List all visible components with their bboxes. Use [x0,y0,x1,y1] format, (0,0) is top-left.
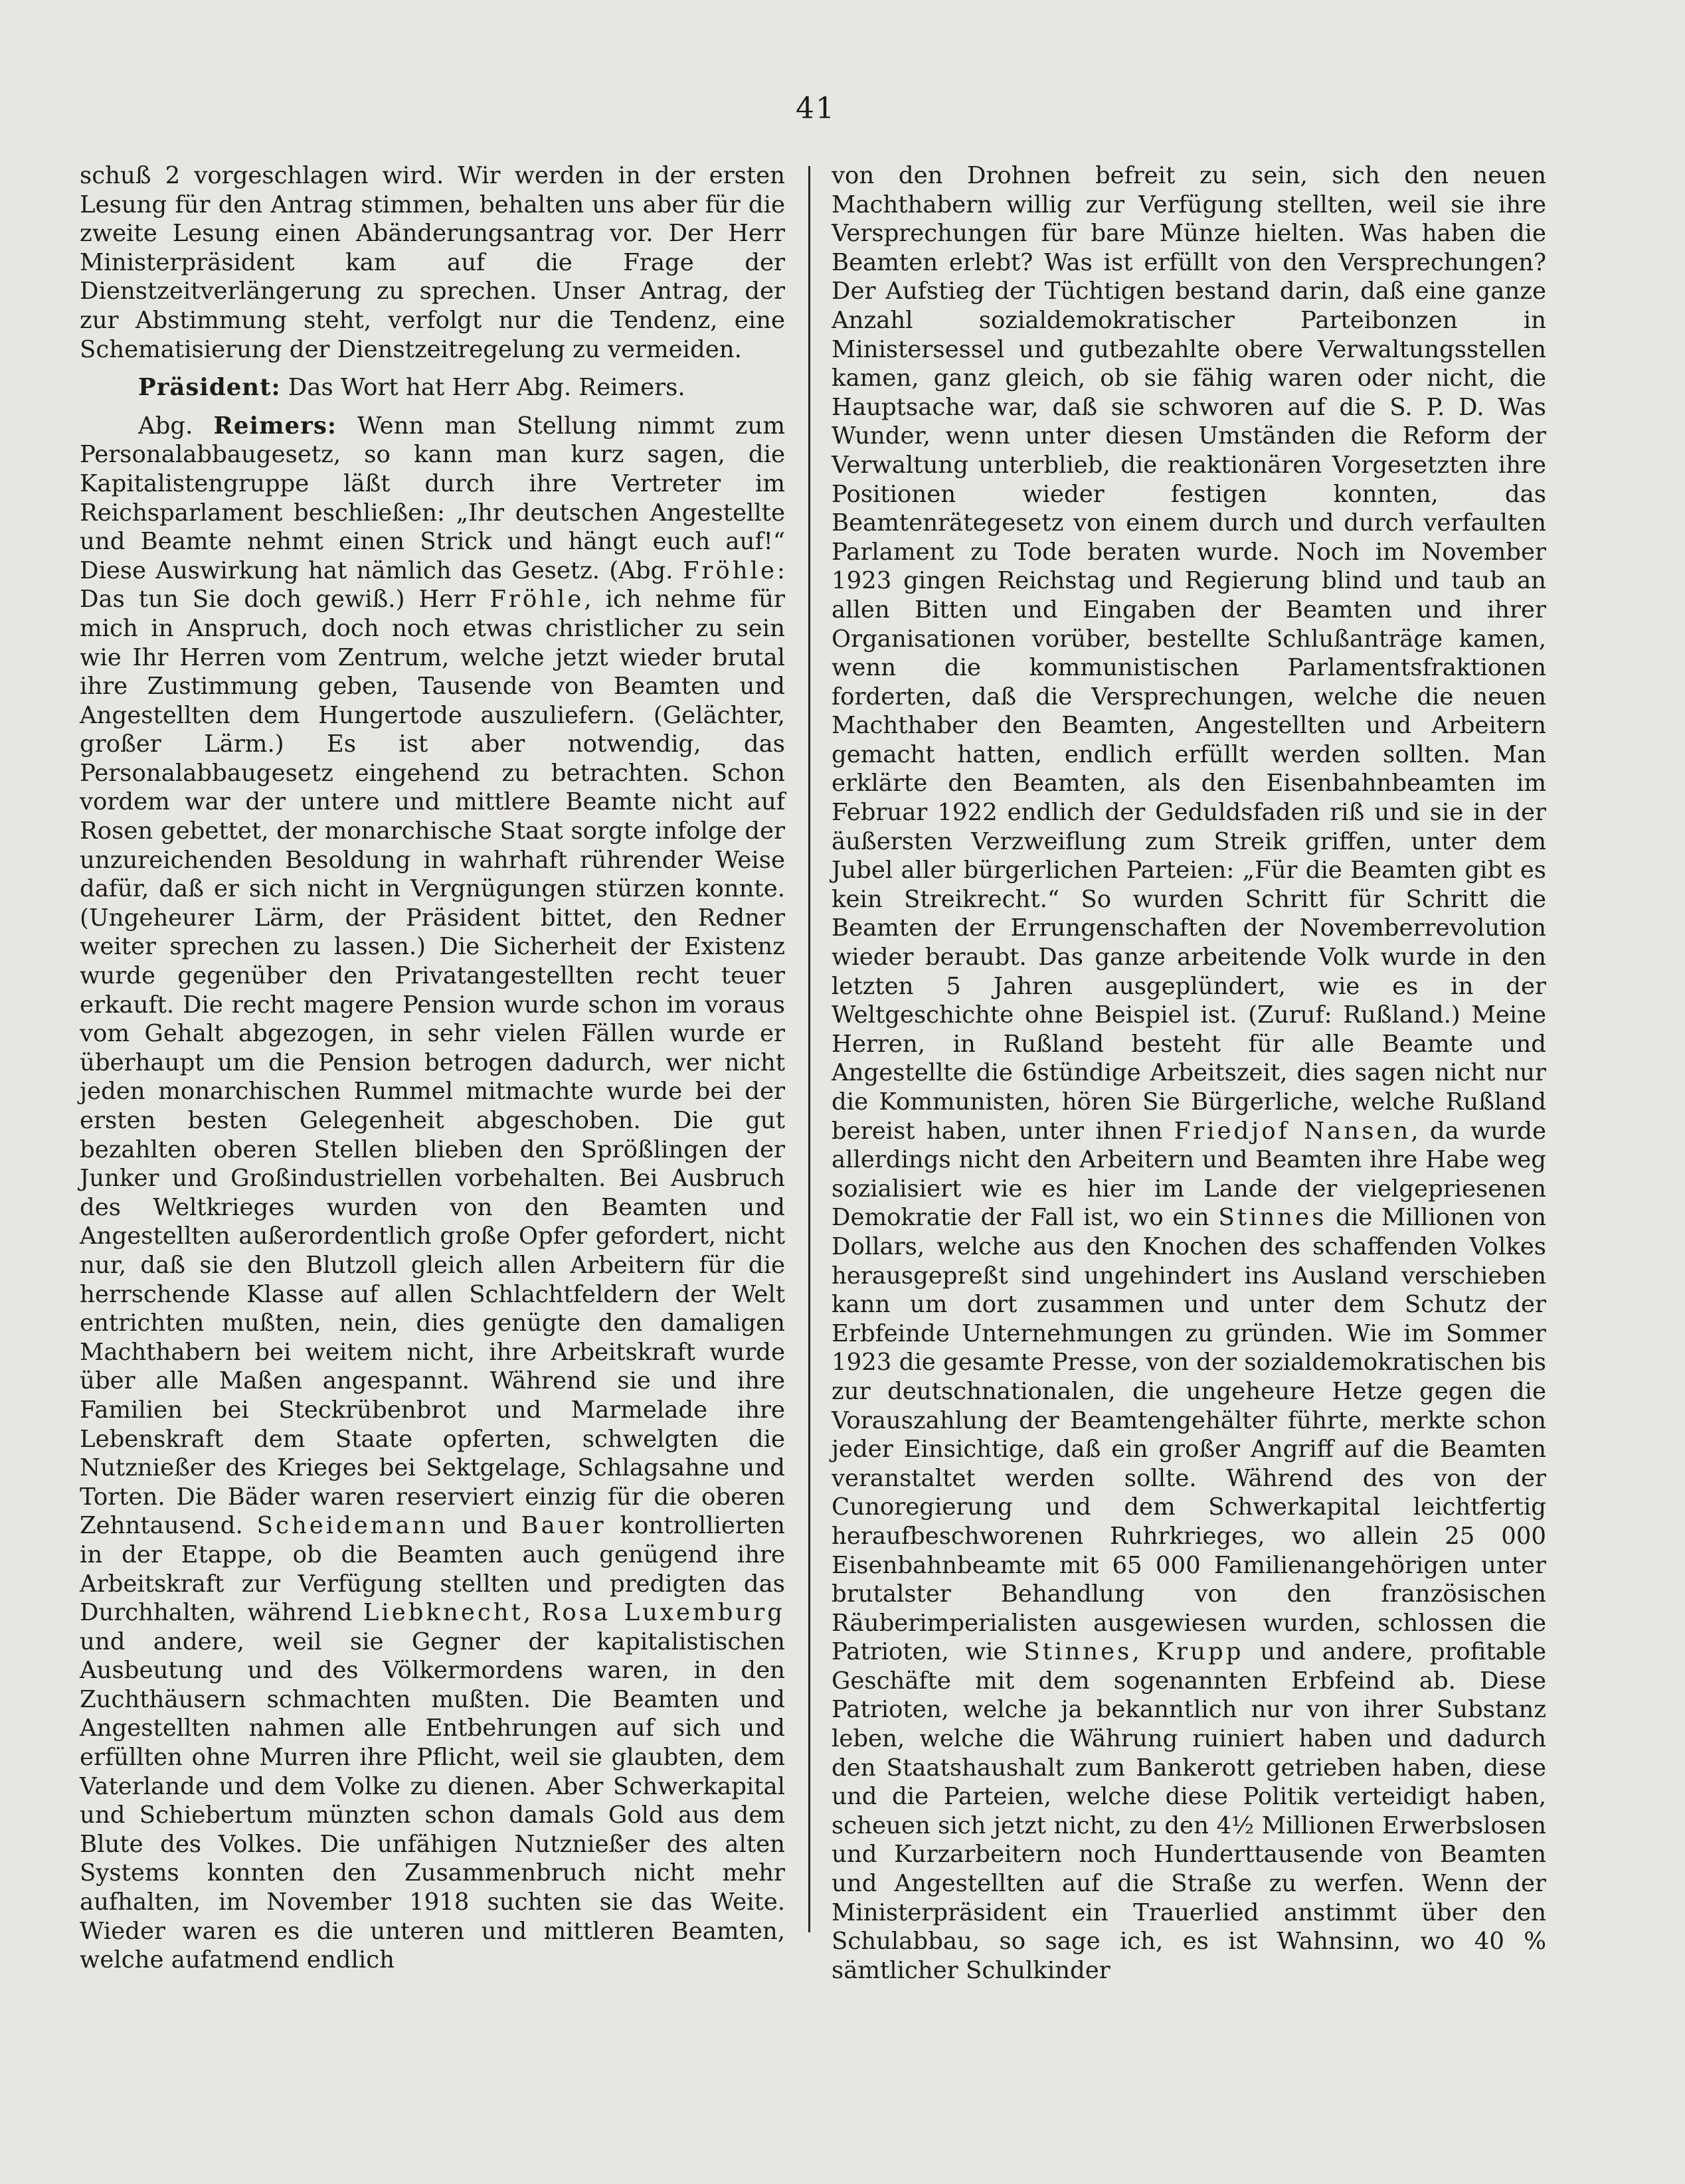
spaced-name: Liebknecht [363,1599,523,1627]
paragraph-text: und andere, profitable Geschäfte mit dem sogenannten Erbfeind ab. Diese Patrioten, welche ja bekanntlich nur von ihrer Substanz leben, welche die Währung ruiniert haben und dadurch den Staatshaushalt zum Bankerott getrieben haben, diese und die Parteien, welche diese Politik verteidigt haben, scheuen sich jetzt nicht, zu den 4½ Millionen Erwerbslosen und Kurzarbeitern noch Hunderttausende von Beamten und Angestellten auf die Straße zu werfen. Wenn der Ministerpräsident ein Trauerlied anstimmt über den Schulabbau, so sage ich, es ist Wahnsinn, wo 40 % sämtlicher Schulkinder [832,1638,1546,1984]
spaced-name: Fröhle [682,556,778,584]
paragraph-text: : Das tun Sie doch gewiß.) Herr [80,556,785,614]
paragraph-continued [832,161,1546,1985]
spaced-name: Rosa Luxemburg [541,1599,785,1627]
spaced-name: Bauer [521,1512,606,1540]
spaced-name: Stinnes [1023,1638,1132,1666]
paragraph-text: und andere, weil sie Gegner der kapitalistischen Ausbeutung und des Völkermordens waren, in den Zuchthäusern schmachten mußten. Die Beamten und Angestellten nahmen alle Entbehrungen auf sich und erfüllten ohne Murren ihre Pflicht, weil sie glaubten, dem Vaterlande und dem Volke zu dienen. Aber Schwerkapital und Schiebertum münzten schon damals Gold aus dem Blute des Volkes. Die unfähigen Nutznießer des alten Systems konnten den Zusammenbruch nicht mehr aufhalten, im November 1918 suchten sie das Weite. Wieder waren es die unteren und mittleren Beamten, welche aufatmend endlich [80,1628,785,1974]
paragraph-text: , [523,1599,542,1627]
paragraph-text: , ich nehme für mich in Anspruch, doch noch etwas christlicher zu sein wie Ihr Herren vom Zentrum, welche jetzt wieder brutal ihre Zustimmung geben, Tausende von Beamten und Angestellten dem Hungertode auszuliefern. (Gelächter, großer Lärm.) Es ist aber notwendig, das Personalabbaugesetz eingehend zu betrachten. Schon vordem war der untere und mittlere Beamte nicht auf Rosen gebettet, der monarchische Staat sorgte infolge der unzureichenden Besoldung in wahrhaft rührender Weise dafür, daß er sich nicht in Vergnügungen stürzen konnte. (Ungeheurer Lärm, der Präsident bittet, den Redner weiter sprechen zu lassen.) Die Sicherheit der Existenz wurde gegenüber den Privatangestellten recht teuer erkauft. Die recht magere Pension wurde schon im voraus vom Gehalt abgezogen, in sehr vielen Fällen wurde er überhaupt um die Pension betrogen dadurch, wer nicht jeden monarchischen Rummel mitmachte wurde bei der ersten besten Gelegenheit abgeschoben. Die gut bezahlten oberen Stellen blieben den Sprößlingen der Junker und Großindustriellen vorbehalten. Bei Ausbruch des Weltkrieges wurden von den Beamten und Angestellten außerordentlich große Opfer gefordert, nicht nur, daß sie den Blutzoll gleich allen Arbeitern für die herrschende Klasse auf allen Schlachtfeldern der Welt entrichten mußten, nein, dies genügte den damaligen Machthabern bei weitem nicht, ihre Arbeitskraft wurde über alle Maßen angespannt. Während sie und ihre Familien bei Steckrübenbrot und Marmelade ihre Lebenskraft dem Staate opferten, schwelgten die Nutznießer des Krieges bei Sektgelage, Schlagsahne und Torten. Die Bäder waren reserviert einzig für die oberen Zehntausend. [80,586,785,1540]
paragraph: schuß 2 vorgeschlagen wird. Wir werden in der ersten Lesung für den Antrag stimmen, behalten uns aber für die zweite Lesung einen Abänderungsantrag vor. Der Herr Ministerpräsident kam auf die Frage der Dienstzeitverlängerung zu sprechen. Unser Antrag, der zur Abstimmung steht, verfolgt nur die Tendenz, eine Schematisierung der Dienstzeitregelung zu vermeiden. [80,162,785,363]
spaced-name: Friedjof Nansen [1174,1117,1411,1145]
page-number: 41 [796,92,836,126]
paragraph-text: und [448,1512,521,1540]
paragraph-text: kontrollierten in der Etappe, ob die Beamten auch genügend ihre Arbeitskraft zur Verfügung stellten und predigten das Durchhalten, während [80,1512,785,1627]
speaker-name: Präsident: [138,374,281,402]
spaced-name: Scheidemann [256,1512,448,1540]
paragraph-president [80,373,785,402]
spaced-name: Stinnes [1218,1204,1327,1232]
column-divider [808,166,810,1932]
spaced-name: Krupp [1156,1638,1244,1666]
speaker-prefix: Abg. [138,412,214,440]
paragraph-text: , [1132,1638,1156,1666]
paragraph-text: von den Drohnen befreit zu sein, sich den neuen Machthabern willig zur Verfügung stellten, weil sie ihre Versprechungen für bare Münze hielten. Was haben die Beamten erlebt? Was ist erfüllt von den Versprechungen? Der Aufstieg der Tüchtigen bestand darin, daß eine ganze Anzahl sozialdemokratischer Parteibonzen in Ministersessel und gutbezahlte obere Verwaltungsstellen kamen, ganz gleich, ob sie fähig waren oder nicht, die Hauptsache war, daß sie schworen auf die S. P. D. Was Wunder, wenn unter diesen Umständen die Reform der Verwaltung unterblieb, die reaktionären Vorgesetzten ihre Positionen wieder festigen konnten, das Beamtenrätegesetz von einem durch und durch verfaulten Parlament zu Tode beraten wurde. Noch im November 1923 gingen Reichstag und Regierung blind und taub an allen Bitten und Eingaben der Beamten und ihrer Organisationen vorüber, bestellte Schlußanträge kamen, wenn die kommunistischen Parlamentsfraktionen forderten, daß die Versprechungen, welche die neuen Machthaber den Beamten, Angestellten und Arbeitern gemacht hatten, endlich erfüllt werden sollten. Man erklärte den Beamten, als den Eisenbahnbeamten im Februar 1922 endlich der Geduldsfaden riß und sie in der äußersten Verzweiflung zum Streik griffen, unter dem Jubel aller bürgerlichen Parteien: „Für die Beamten gibt es kein Streikrecht.“ So wurden Schritt für Schritt die Beamten der Errungenschaften der Novemberrevolution wieder beraubt. Das ganze arbeitende Volk wurde in den letzten 5 Jahren ausgeplündert, wie es in der Weltgeschichte ohne Beispiel ist. (Zuruf: Rußland.) Meine Herren, in Rußland besteht für alle Beamte und Angestellte die 6stündige Arbeitszeit, dies sagen nicht nur die Kommunisten, hören Sie Bürgerliche, welche Rußland bereist haben, unter ihnen [832,162,1546,1145]
paragraph-reimers [80,412,785,1975]
left-column [80,161,785,1975]
paragraph-text: Das Wort hat Herr Abg. Reimers. [280,374,685,402]
paragraph-text: Wenn man Stellung nimmt zum Personalabbaugesetz, so kann man kurz sagen, die Kapitalistengruppe läßt durch ihre Vertreter im Reichsparlament beschließen: „Ihr deutschen Angestellte und Beamte nehmt einen Strick und hängt euch auf!“ Diese Auswirkung hat nämlich das Gesetz. (Abg. [80,412,786,584]
right-column [832,161,1546,1985]
speaker-name: Reimers: [213,412,337,440]
paragraph-text: , da wurde allerdings nicht den Arbeitern und Beamten ihre Habe weg sozialisiert wie es hier im Lande der vielgepriesenen Demokratie der Fall ist, wo ein [832,1117,1546,1232]
paragraph-text: die Millionen von Dollars, welche aus den Knochen des schaffenden Volkes herausgepreßt sind ungehindert ins Ausland verschieben kann um dort zusammen und unter dem Schutz der Erbfeinde Unternehmungen zu gründen. Wie im Sommer 1923 die gesamte Presse, von der sozialdemokratischen bis zur deutschnationalen, die ungeheure Hetze gegen die Vorauszahlung der Beamtengehälter führte, merkte schon jeder Einsichtige, daß ein großer Angriff auf die Beamten veranstaltet werden sollte. Während des von der Cunoregierung und dem Schwerkapital leichtfertig heraufbeschworenen Ruhrkrieges, wo allein 25 000 Eisenbahnbeamte mit 65 000 Familienangehörigen unter brutalster Behandlung von den französischen Räuberimperialisten ausgewiesen wurden, schlossen die Patrioten, wie [832,1204,1546,1666]
spaced-name: Fröhle [489,586,584,614]
